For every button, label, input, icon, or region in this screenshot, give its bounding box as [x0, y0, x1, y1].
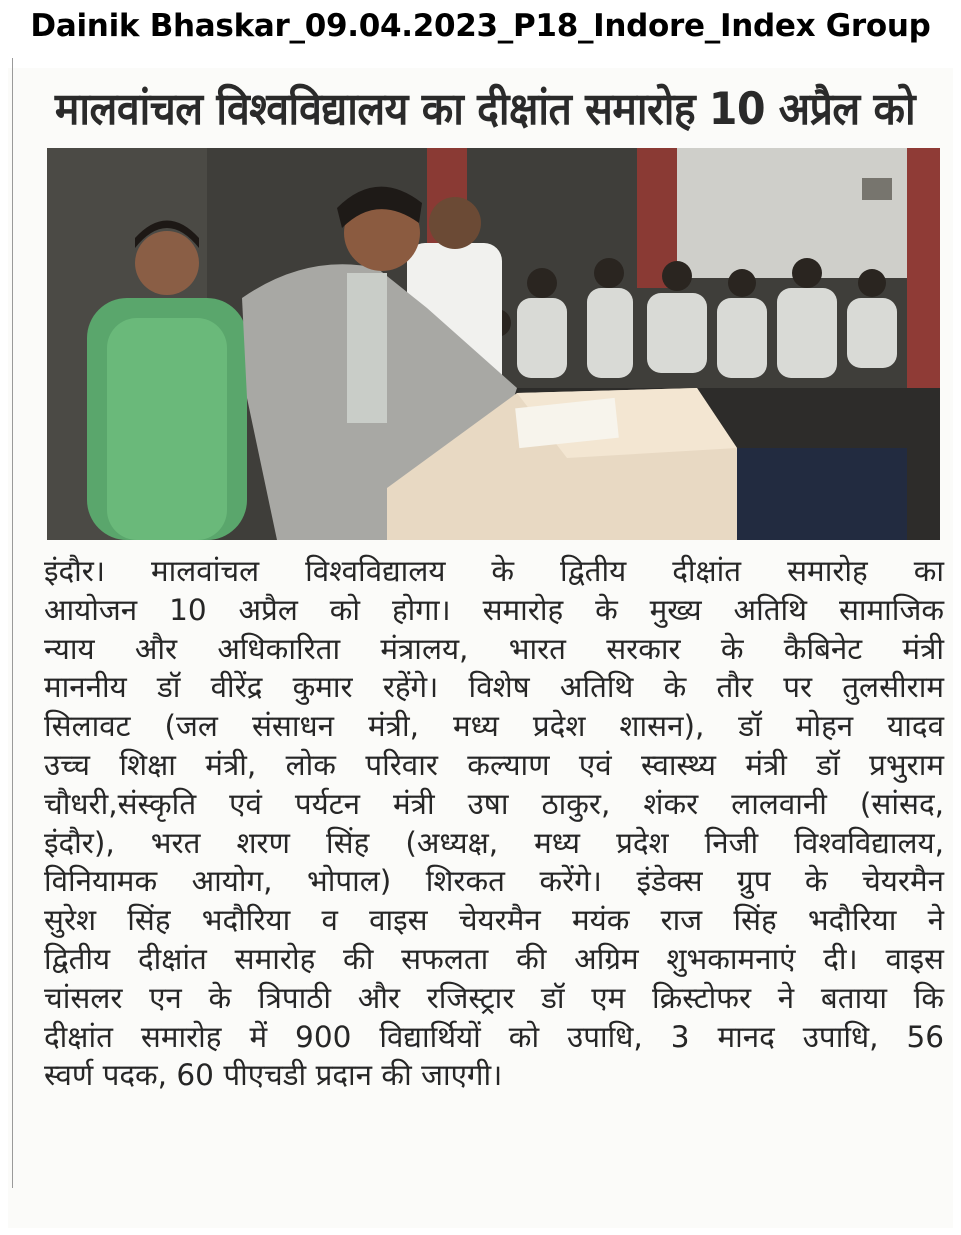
article-line: द्वितीय दीक्षांत समारोह की सफलता की अग्रिम शुभकामनाएं दी। वाइस	[44, 941, 944, 976]
article-line: सिलावट (जल संसाधन मंत्री, मध्य प्रदेश शासन), डॉ मोहन यादव	[44, 709, 944, 744]
article-line: उच्च शिक्षा मंत्री, लोक परिवार कल्याण एवं स्वास्थ्य मंत्री डॉ प्रभुराम	[44, 747, 944, 782]
article-line: विनियामक आयोग, भोपाल) शिरकत करेंगे। इंडेक्स ग्रुप के चेयरमैन	[44, 864, 944, 899]
article-line: आयोजन 10 अप्रैल को होगा। समारोह के मुख्य अतिथि सामाजिक	[44, 592, 944, 627]
clipping-caption: Dainik Bhaskar_09.04.2023_P18_Indore_Index Group	[30, 8, 931, 44]
article-line: न्याय और अधिकारिता मंत्रालय, भारत सरकार के कैबिनेट मंत्री	[44, 631, 944, 666]
article-line: इंदौर), भरत शरण सिंह (अध्यक्ष, मध्य प्रदेश निजी विश्वविद्यालय,	[44, 825, 944, 860]
article-line: सुरेश सिंह भदौरिया व वाइस चेयरमैन मयंक राज सिंह भदौरिया ने	[44, 903, 944, 938]
column-rule	[12, 58, 13, 1188]
news-photo	[47, 148, 940, 540]
article-body	[44, 552, 944, 1095]
article-line: चौधरी,संस्कृति एवं पर्यटन मंत्री उषा ठाकुर, शंकर लालवानी (सांसद,	[44, 786, 944, 821]
photo-icon	[47, 148, 940, 540]
article-line: दीक्षांत समारोह में 900 विद्यार्थियों को उपाधि, 3 मानद उपाधि, 56	[44, 1019, 944, 1054]
article-line: स्वर्ण पदक, 60 पीएचडी प्रदान की जाएगी।	[44, 1058, 503, 1093]
article-line: इंदौर। मालवांचल विश्वविद्यालय के द्वितीय दीक्षांत समारोह का	[44, 554, 944, 588]
article-line: माननीय डॉ वीरेंद्र कुमार रहेंगे। विशेष अतिथि के तौर पर तुलसीराम	[44, 670, 944, 705]
article-line: चांसलर एन के त्रिपाठी और रजिस्ट्रार डॉ एम क्रिस्टोफर ने बताया कि	[44, 980, 944, 1015]
headline: मालवांचल विश्वविद्यालय का दीक्षांत समारोह 10 अप्रैल को	[54, 83, 916, 135]
